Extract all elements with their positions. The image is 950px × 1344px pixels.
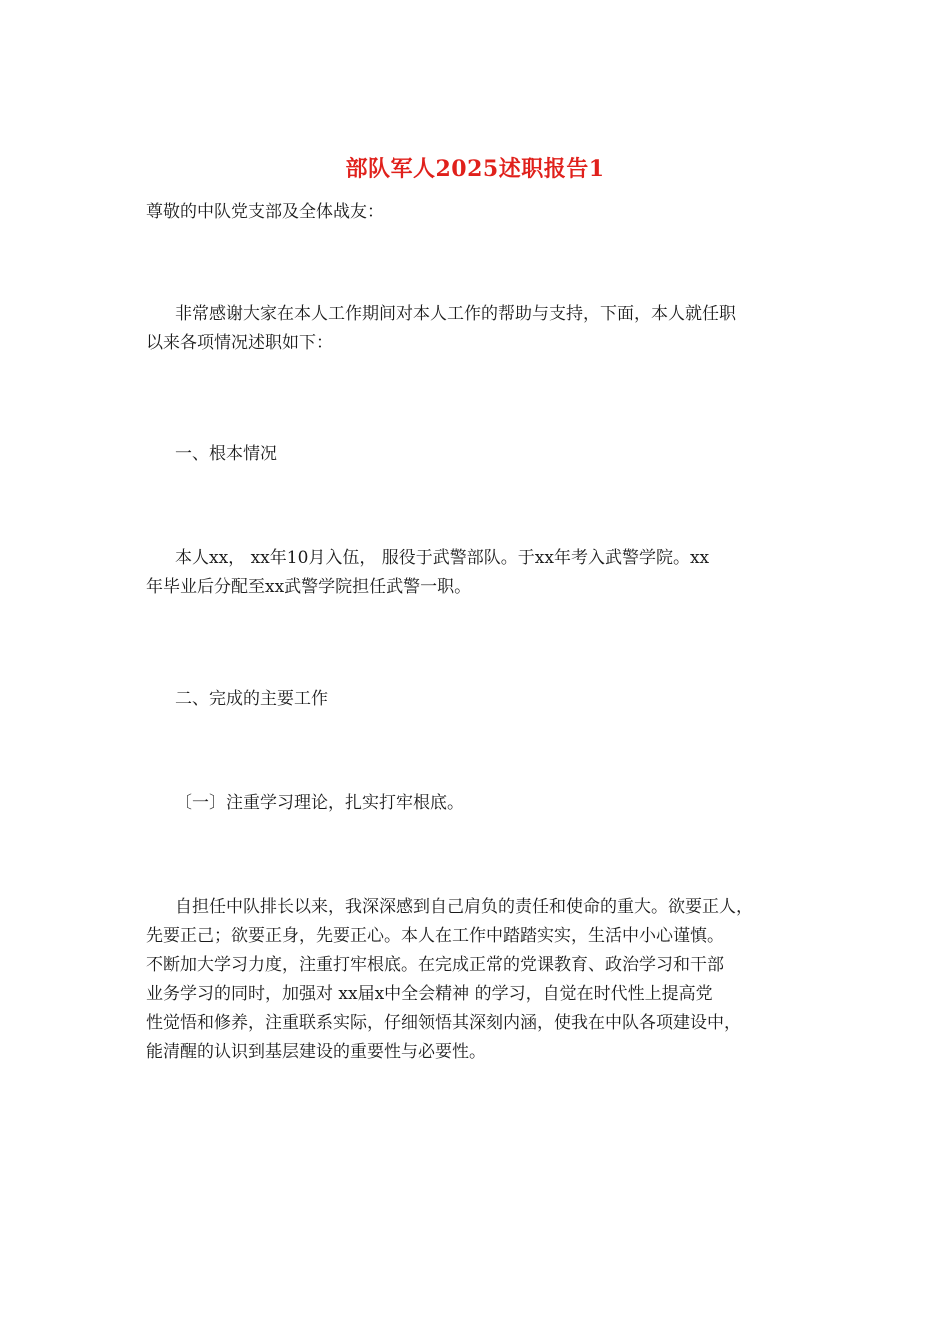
subsection1-paragraph	[146, 893, 836, 1067]
subsection1-line-6: 能清醒的认识到基层建设的重要性与必要性。	[146, 1042, 486, 1062]
intro-paragraph	[146, 300, 836, 358]
intro-line-1: 非常感谢大家在本人工作期间对本人工作的帮助与支持，下面，本人就任职	[175, 304, 736, 324]
subsection1-line-4: 业务学习的同时，加强对 xx届x中全会精神 的学习，自觉在时代性上提高党	[146, 984, 713, 1004]
subsection1-line-2: 先要正己；欲要正身，先要正心。本人在工作中踏踏实实，生活中小心谨慎。	[146, 926, 724, 946]
subsection1-line-5: 性觉悟和修养，注重联系实际，仔细领悟其深刻内涵，使我在中队各项建设中，	[146, 1013, 741, 1033]
subsection1-heading: 〔一〕注重学习理论，扎实打牢根底。	[175, 793, 464, 813]
section1-line-2: 年毕业后分配至xx武警学院担任武警一职。	[146, 577, 472, 597]
salutation: 尊敬的中队党支部及全体战友：	[146, 202, 384, 222]
subsection1-line-1: 自担任中队排长以来，我深深感到自己肩负的责任和使命的重大。欲要正人，	[175, 897, 753, 917]
section1-line-1: 本人xx， xx年10月入伍， 服役于武警部队。于xx年考入武警学院。xx	[175, 548, 710, 568]
intro-line-2: 以来各项情况述职如下：	[146, 333, 333, 353]
section1-paragraph	[146, 544, 836, 602]
subsection1-line-3: 不断加大学习力度，注重打牢根底。在完成正常的党课教育、政治学习和干部	[146, 955, 724, 975]
document-title: 部队军人2025述职报告1	[345, 156, 605, 182]
section1-heading: 一、根本情况	[175, 444, 277, 464]
section2-heading: 二、完成的主要工作	[175, 689, 328, 709]
